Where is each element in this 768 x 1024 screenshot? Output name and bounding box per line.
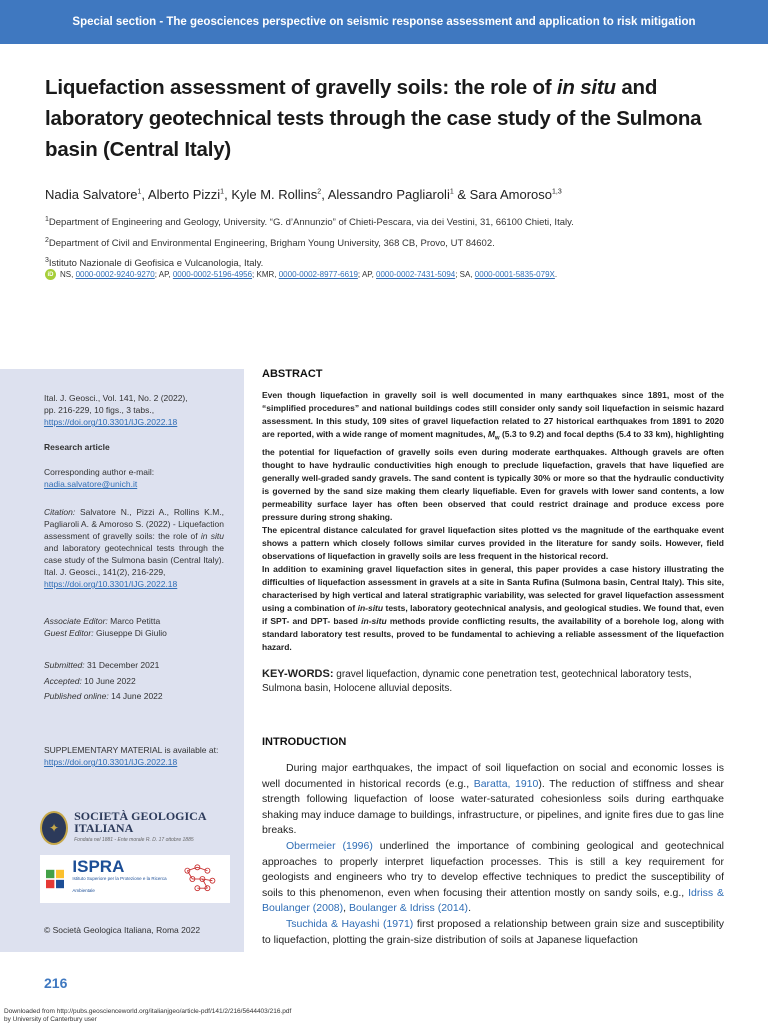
author[interactable]: Alberto Pizzi$^1$ [147, 187, 225, 202]
abstract-heading: ABSTRACT [262, 368, 323, 380]
dates: Submitted: 31 December 2021 Accepted: 10 June 2022 Published online: 14 June 2022 [44, 660, 163, 701]
sgi-logo: ✦ SOCIETÀ GEOLOGICA ITALIANA Fondata nel 1881 - Ente morale R. D. 17 ottobre 1885 [40, 811, 230, 845]
orcid-link[interactable]: 0000-0002-7431-5094 [376, 270, 456, 279]
article-info-sidebar [0, 369, 244, 952]
citation-link[interactable]: Tsuchida & Hayashi (1971) [286, 917, 414, 930]
affiliation: $^3$Istituto Nazionale di Geofisica e Vulcanologia, Italy. [45, 257, 264, 270]
doi-link[interactable]: https://doi.org/10.3301/IJG.2022.18 [44, 417, 178, 427]
author[interactable]: Alessandro Pagliaroli$^1$ [327, 187, 454, 202]
author[interactable]: Nadia Salvatore$^1$ [45, 187, 142, 202]
email-link[interactable]: nadia.salvatore@unich.it [44, 479, 138, 489]
ispra-mark-icon [46, 868, 64, 890]
citation-link[interactable]: Obermeier (1996) [286, 839, 373, 852]
introduction-heading: INTRODUCTION [262, 736, 347, 748]
keywords: KEY-WORDS: gravel liquefaction, dynamic cone penetration test, geotechnical laboratory tests, Sulmona basin, Holocene alluvial deposits. [262, 668, 692, 694]
page-number: 216 [44, 975, 68, 991]
orcid-list: iD NS, 0000-0002-9240-9270; AP, 0000-0002-5196-4956; KMR, 0000-0002-8977-6619; AP, 0000-0002-7431-5094; SA, 0000-0001-5835-079X. [45, 269, 745, 280]
copyright: © Società Geologica Italiana, Roma 2022 [44, 925, 201, 935]
citation-doi-link[interactable]: https://doi.org/10.3301/IJG.2022.18 [44, 579, 178, 589]
affiliations [45, 211, 745, 273]
article-title: Liquefaction assessment of gravelly soils: the role of in situ and laboratory geotechnical tests through the case study of the Sulmona basin (Central Italy) [45, 76, 702, 161]
abstract-body: Even though liquefaction in gravelly soil is well documented in many earthquakes since 1891, most of the “simplified procedures” and national buildings codes still consider only sandy soil liquefaction in seismic hazard assessment. In this study, 109 sites of gravel liquefaction related to 27 historical earthquakes from 1891 to 2020 are reported, with a wide range of moment magnitudes, $M_w$ (5.3 to 9.2) and focal depths (5.4 to 33 km), highlighting the potential for liquefaction of gravelly soils even during moderate earthquakes. Although gravels are often thought to have hydraulic conductivities high enough to preclude liquefaction, gravels that have liquefied are generally well-graded sandy gravels. The sand content is typically 30% or more so that the hydraulic conductivity is governed by the sand size making them clearly liquefiable. Even for gravels with lower sand contents, a low permeability surface layer has often been observed that could restrict drainage and produce excess pore pressure during strong shaking. The epicentral distance calculated for gravel liquefaction sites plotted vs the magnitude of the earthquake event shows a pattern which closely follows similar curves provided in the literature for sandy soils. However, field observations of liquefaction in gravelly soils are less frequent in the historical record. In addition to examining gravel liquefaction sites in general, this paper provides a case history illustrating the difficulties of liquefaction assessment in gravels at a site in Santa Rufina (Sulmona basin, Central Italy). This site, characterised by high vertical and lateral stratigraphic variability, was selected for gravel liquefaction assessment using a combination of in-situ tests, laboratory geotechnical analysis, and geological studies. We found that, even if SPT- and DPT- based in-situ methods provide conflicting results, the availability of a borehole log, along with standard laboratory test results, proved to be fundamental to achieving a reliable assessment of the liquefaction hazard. [262, 390, 725, 652]
citation-link[interactable]: Boulanger & Idriss (2014) [348, 902, 469, 915]
partner-logos: ISPRA Istituto Superiore per la Protezione e la Ricerca Ambientale [40, 855, 230, 903]
orcid-link[interactable]: 0000-0002-5196-4956 [172, 270, 253, 279]
affiliation: $^2$Department of Civil and Environmental Engineering, Brigham Young University, 368 CB, Provo, UT 84602. [45, 236, 495, 249]
molecule-logo-icon [179, 859, 224, 899]
orcid-link[interactable]: 0000-0002-9240-9270 [75, 270, 155, 279]
citation-link[interactable]: Baratta, 1910 [473, 777, 539, 790]
author-list: Nadia Salvatore$^1$, Alberto Pizzi$^1$, Kyle M. Rollins$^2$, Alessandro Pagliaroli$^1$ & Sara Amoroso$^{1,3}$ [45, 187, 562, 202]
special-section-banner: Special section - The geosciences perspective on seismic response assessment and application to risk mitigation [0, 0, 768, 44]
journal-citation: Ital. J. Geosci., Vol. 141, No. 2 (2022), pp. 216-229, 10 figs., 3 tabs., https://doi.org/10.3301/IJG.2022.18 [44, 392, 224, 428]
sgi-seal-icon: ✦ [40, 811, 68, 845]
author[interactable]: Sara Amoroso$^{1,3}$ [469, 187, 562, 202]
corresponding-author: Corresponding author e-mail: nadia.salvatore@unich.it [44, 466, 224, 490]
orcid-link[interactable]: 0000-0002-8977-6619 [278, 270, 358, 279]
author[interactable]: Kyle M. Rollins$^2$ [231, 187, 322, 202]
supplementary-material: SUPPLEMENTARY MATERIAL is available at: https://doi.org/10.3301/IJG.2022.18 [44, 744, 224, 768]
editors: Associate Editor: Marco Petitta Guest Editor: Giuseppe Di Giulio [44, 616, 167, 638]
orcid-icon: iD [45, 269, 56, 280]
article-type: Research article [44, 442, 110, 452]
citation-link[interactable]: Idriss & Boulanger (2008) [262, 886, 724, 915]
affiliation: $^1$Department of Engineering and Geology, University. “G. d’Annunzio” of Chieti-Pescara, via dei Vestini, 31, 66100 Chieti, Italy. [45, 216, 574, 229]
orcid-link[interactable]: 0000-0001-5835-079X [474, 270, 555, 279]
download-notice: Downloaded from http://pubs.geoscienceworld.org/italianjgeo/article-pdf/141/2/216/5644403/216.pdf by University of Canterbury user [4, 1008, 292, 1023]
supplementary-link[interactable]: https://doi.org/10.3301/IJG.2022.18 [44, 757, 178, 767]
citation-block: Citation: Salvatore N., Pizzi A., Rollins K.M., Pagliaroli A. & Amoroso S. (2022) - Liquefaction assessment of gravelly soils: the role of in situ and laboratory geotechnical tests through the case study of the Sulmona basin (Central Italy). Ital. J. Geosci., 141(2), 216-229, https://doi.org/10.3301/IJG.2022.18 [44, 507, 224, 589]
introduction-body: During major earthquakes, the impact of soil liquefaction on social and economic losses is well documented in historical records (e.g., Baratta, 1910). The reduction of stiffness and shear strength following liquefaction of loose water-saturated cohesionless soils during earthquake shaking may induce damage to buildings, infrastructure, or pipelines, and ignite fires due to gas line breaks. Obermeier (1996) underlined the importance of combining geological and geotechnical approaches to properly interpret liquefaction processes. This is still a key requirement for geologists and engineers who try to develop effective techniques to predict the susceptibility of soils to this phenomenon, even when focusing their attention mostly on sandy soils, e.g., Idriss & Boulanger (2008), Boulanger & Idriss (2014). Tsuchida & Hayashi (1971) first proposed a relationship between grain size and susceptibility to liquefaction, plotting the grain-size distribution of soils at Japanese liquefaction [262, 762, 725, 946]
